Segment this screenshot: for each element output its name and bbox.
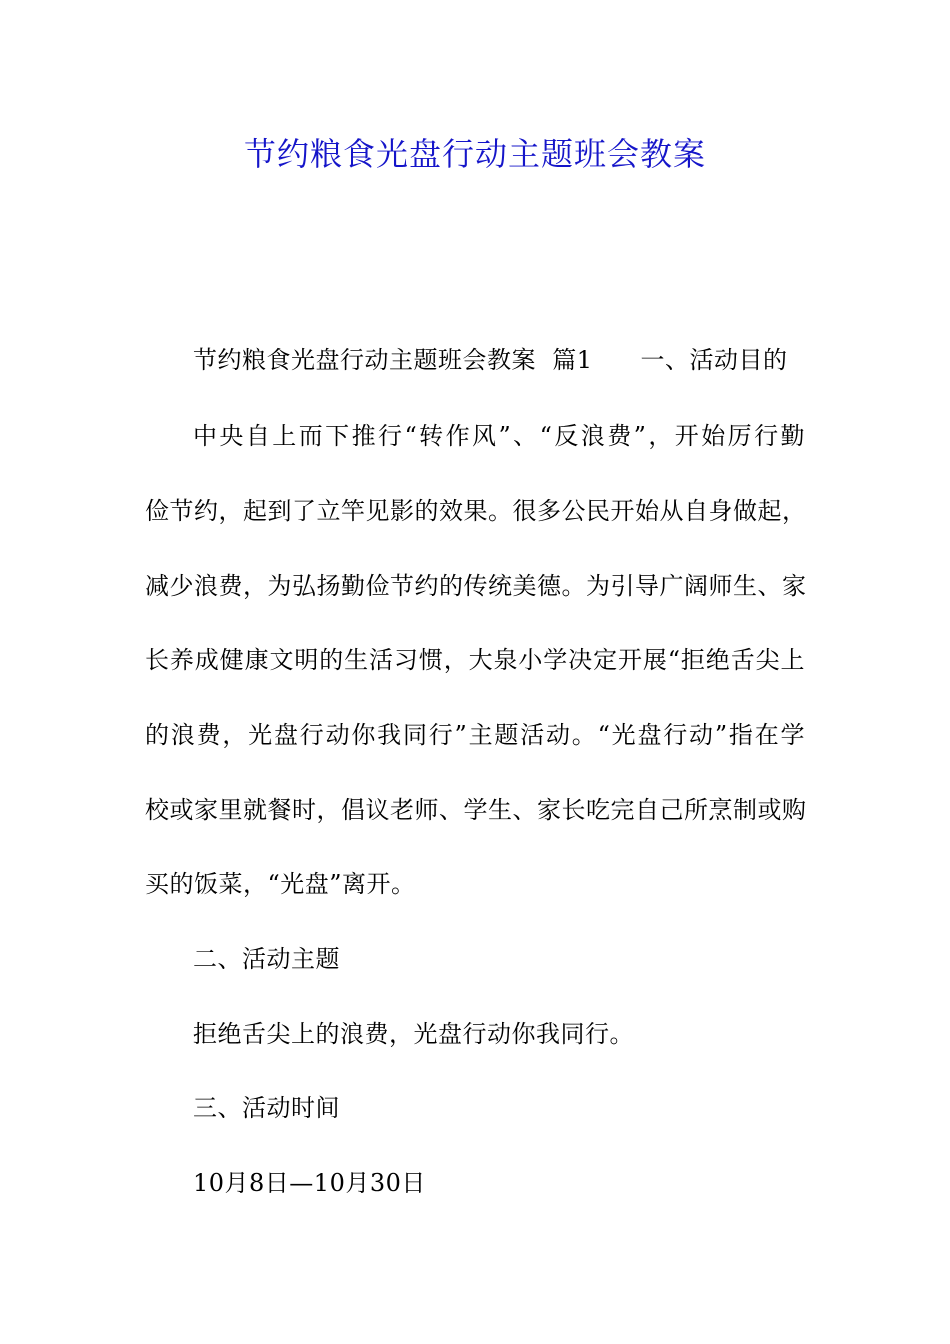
paragraph-line: 减少浪费，为弘扬勤俭节约的传统美德。为引导广阔师生、家	[145, 572, 807, 600]
heading-line	[193, 341, 788, 379]
paragraph-line: 校或家里就餐时，倡议老师、学生、家长吃完自己所烹制或购	[145, 796, 807, 824]
paragraph-line: 中央自上而下推行“转作风”、“反浪费”，开始厉行勤	[193, 422, 805, 450]
section3-heading: 三、活动时间	[193, 1094, 340, 1122]
lesson-plan-label: 节约粮食光盘行动主题班会教案 篇1	[193, 346, 593, 374]
section2-heading: 二、活动主题	[193, 945, 340, 973]
paragraph-line: 俭节约，起到了立竿见影的效果。很多公民开始从自身做起，	[145, 497, 807, 525]
section1-heading: 一、活动目的	[640, 346, 788, 374]
document-title: 节约粮食光盘行动主题班会教案	[243, 135, 706, 173]
paragraph-line: 的浪费，光盘行动你我同行”主题活动。“光盘行动”指在学	[145, 721, 805, 749]
section2-text: 拒绝舌尖上的浪费，光盘行动你我同行。	[193, 1020, 634, 1048]
paragraph-line: 长养成健康文明的生活习惯，大泉小学决定开展“拒绝舌尖上	[145, 646, 805, 674]
section3-text: 10月8日—10月30日	[193, 1169, 426, 1197]
paragraph-line: 买的饭菜，“光盘”离开。	[145, 870, 416, 898]
